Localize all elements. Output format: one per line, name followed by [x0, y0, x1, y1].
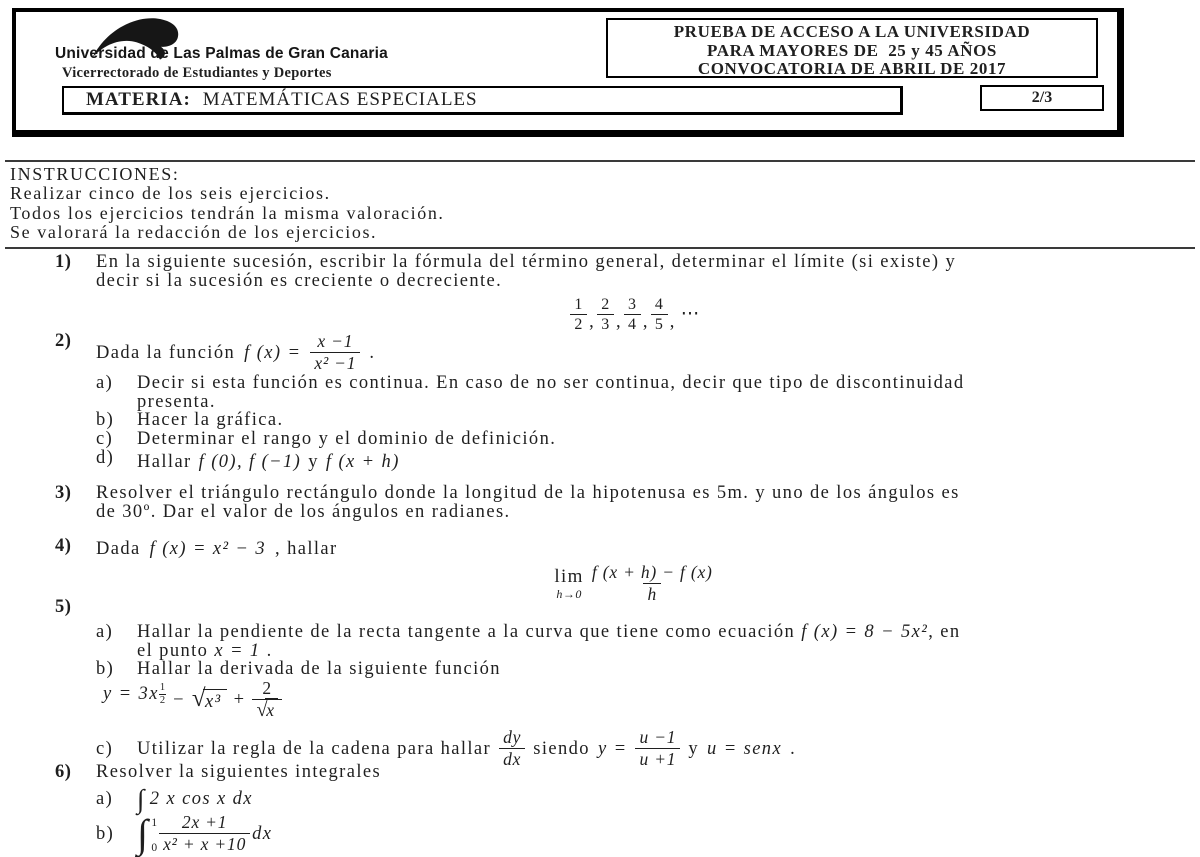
conjunction: y: [688, 738, 700, 759]
exam-title-line: CONVOCATORIA DE ABRIL DE 2017: [697, 59, 1007, 78]
plus-operator: +: [233, 689, 246, 710]
fraction-denominator: 3: [597, 314, 614, 334]
radical-icon: √: [256, 699, 269, 721]
exercise-5: [55, 598, 1175, 771]
item-line: Determinar el rango y el dominio de definición.: [137, 429, 557, 449]
exercise-6-item-a: [96, 785, 1175, 813]
math-expression: y = 3x: [103, 684, 159, 705]
item-line: [137, 642, 1175, 661]
exercise-6-number: 6): [55, 762, 72, 782]
exercise-3-line: Resolver el triángulo rectángulo donde la longitud de la hipotenusa es 5m. y uno de los ángulos es: [96, 483, 960, 503]
item-label: b): [96, 659, 115, 679]
math-expression: x = 1: [214, 640, 261, 661]
fraction-numerator: 3: [628, 296, 637, 313]
exercise-2-intro: Dada la función: [96, 342, 236, 363]
item-line: [137, 623, 1175, 642]
materia-colon: :: [183, 89, 191, 110]
formula-lhs: [103, 682, 166, 714]
item-line: presenta.: [137, 391, 216, 412]
fraction-numerator: 1: [574, 296, 584, 313]
exercise-4: [55, 537, 1175, 604]
fraction-denominator: x² + x +10: [159, 833, 250, 855]
integrand: 2 x cos x dx: [149, 788, 253, 809]
item-label: b): [96, 410, 115, 430]
item-text: Hallar: [137, 451, 192, 472]
math-expression: f (0), f (−1): [198, 451, 302, 472]
exercise-3-number: 3): [55, 483, 72, 503]
department-name: Vicerrectorado de Estudiantes y Deportes: [62, 65, 332, 81]
fraction-denominator: dx: [499, 748, 525, 770]
fraction-denominator: 2: [570, 314, 587, 334]
sequence-comma: ,: [589, 312, 596, 333]
exercise-1-number: 1): [55, 252, 72, 272]
exercise-2-item-b: [96, 411, 1175, 430]
statement-pre: Dada: [96, 538, 141, 559]
exercise-2-item-d: [96, 449, 1175, 475]
radical-icon: √: [191, 684, 208, 712]
item-text: siendo: [533, 738, 590, 759]
limit-subscript: h→0: [556, 587, 582, 602]
derivative-formula: [103, 679, 1175, 721]
item-line: Decir si esta función es continua. En caso de no ser continua, decir que tipo de discontinuidad: [137, 373, 965, 393]
exercise-1-line: decir si la sucesión es creciente o decreciente.: [96, 271, 503, 291]
sequence-fraction: [597, 296, 614, 334]
materia-box: [62, 86, 903, 115]
exercise-5-item-b: [96, 660, 1175, 679]
integral-limits: [151, 818, 157, 854]
item-line: Hacer la gráfica.: [137, 410, 284, 430]
materia-value: MATEMÁTICAS ESPECIALES: [202, 89, 478, 110]
exercise-6: [55, 762, 1175, 856]
instruction-line: Se valorará la redacción de los ejercicios.: [10, 221, 378, 242]
sequence-row: [96, 295, 1175, 334]
fraction-numerator: 4: [654, 296, 664, 313]
math-expression: f (x + h): [325, 451, 400, 472]
sequence-ellipsis: ⋯: [680, 304, 701, 325]
sequence-fraction: [651, 296, 668, 334]
exercise-2-equation: [96, 332, 1175, 374]
item-label: b): [96, 823, 115, 844]
exercise-6-line: Resolver la siguientes integrales: [96, 762, 382, 782]
function-fraction: [310, 332, 360, 373]
fraction-denominator: [252, 699, 281, 721]
exercise-2-item-c: [96, 430, 1175, 449]
sentence-period: .: [790, 738, 797, 759]
item-text: Hallar la pendiente de la recta tangente a la curva que tiene como ecuación: [137, 622, 796, 642]
square-root-term: [191, 684, 227, 712]
fraction-numerator: dy: [503, 727, 522, 748]
item-label: c): [96, 738, 114, 759]
radicand: x: [265, 698, 278, 720]
exam-title-box: [606, 18, 1098, 78]
instruction-line: Todos los ejercicios tendrán la misma valoración.: [10, 202, 445, 223]
page-number: 2/3: [1031, 89, 1053, 106]
math-expression: f (x) = 8 − 5x²: [801, 622, 929, 642]
math-expression: y =: [597, 738, 628, 759]
item-text: , en: [928, 622, 961, 642]
fraction-denominator: u +1: [635, 748, 680, 770]
exponent-numerator: 1: [159, 682, 166, 694]
item-line: Hallar la derivada de la siguiente función: [137, 659, 501, 679]
instructions-section: [5, 160, 1195, 249]
sequence-comma: ,: [669, 312, 676, 333]
exercise-2-item-a: [96, 374, 1175, 411]
exercise-2: [55, 332, 1175, 475]
integrand-fraction: [159, 813, 250, 854]
fraction-numerator: f (x + h) − f (x): [591, 562, 713, 582]
item-text: el punto: [137, 640, 209, 661]
exponent-denominator: 2: [159, 694, 166, 706]
fraction-numerator: 2x +1: [181, 812, 228, 833]
limit-operator: [554, 567, 584, 600]
exercise-1-line: En la siguiente sucesión, escribir la fórmula del término general, determinar el límite (si existe) y: [96, 252, 957, 272]
exercise-6-item-b: [96, 811, 1175, 856]
instructions-title: INSTRUCCIONES:: [10, 164, 180, 184]
exercise-3: [55, 484, 1175, 522]
fraction-denominator: x² −1: [310, 352, 360, 374]
radicand: x³: [203, 689, 227, 712]
math-expression: f (x) = x² − 3: [149, 538, 267, 559]
fraction-denominator: h: [643, 583, 661, 605]
exam-header: [12, 8, 1124, 137]
upper-limit: 1: [151, 817, 158, 829]
sequence-fraction: [570, 296, 587, 334]
university-name: Universidad de Las Palmas de Gran Canaria: [55, 45, 388, 62]
sequence-comma: ,: [642, 312, 649, 333]
item-label: c): [96, 429, 114, 449]
integral-icon: ∫: [137, 811, 150, 856]
item-text: Utilizar la regla de la cadena para hallar: [137, 738, 492, 759]
equation-period: .: [369, 342, 376, 363]
limit-word: lim: [554, 566, 584, 588]
function-lhs: f (x) =: [244, 342, 302, 363]
item-label: a): [96, 788, 114, 809]
item-label: a): [96, 622, 114, 642]
lower-limit: 0: [151, 841, 158, 854]
exercise-1: [55, 253, 1175, 334]
exercise-4-number: 4): [55, 536, 72, 556]
exercise-4-statement: [96, 537, 1175, 561]
exponent-fraction: [159, 682, 166, 705]
item-text: .: [266, 640, 273, 661]
statement-post: , hallar: [275, 538, 338, 559]
integral-icon: ∫: [137, 783, 146, 814]
fraction-numerator: x −1: [317, 331, 354, 352]
fraction-numerator: 2: [262, 678, 272, 699]
exercise-2-number: 2): [55, 331, 72, 351]
conjunction: y: [308, 451, 319, 472]
sequence-fraction: [624, 296, 641, 334]
instruction-line: Realizar cinco de los seis ejercicios.: [10, 183, 331, 204]
materia-label: MATERIA: [86, 89, 184, 110]
exam-title-line: PRUEBA DE ACCESO A LA UNIVERSIDAD: [673, 22, 1031, 41]
fraction-denominator: 5: [651, 314, 668, 334]
exercise-5-item-a: [96, 623, 1175, 660]
fraction-numerator: 2: [601, 296, 611, 313]
fraction-denominator: 4: [624, 314, 641, 334]
exercise-3-line: de 30º. Dar el valor de los ángulos en radianes.: [96, 502, 511, 522]
differential: dx: [252, 823, 273, 844]
exam-title-line: PARA MAYORES DE 25 y 45 AÑOS: [707, 40, 997, 60]
item-label: d): [96, 448, 115, 468]
minus-operator: −: [173, 689, 185, 710]
fraction-term: [252, 679, 281, 720]
page-number-box: [980, 85, 1104, 111]
exercise-5-number: 5): [55, 597, 72, 617]
sequence-comma: ,: [616, 312, 623, 333]
math-expression: u = senx: [707, 738, 783, 759]
fraction-numerator: u −1: [639, 727, 677, 748]
item-label: a): [96, 373, 114, 393]
